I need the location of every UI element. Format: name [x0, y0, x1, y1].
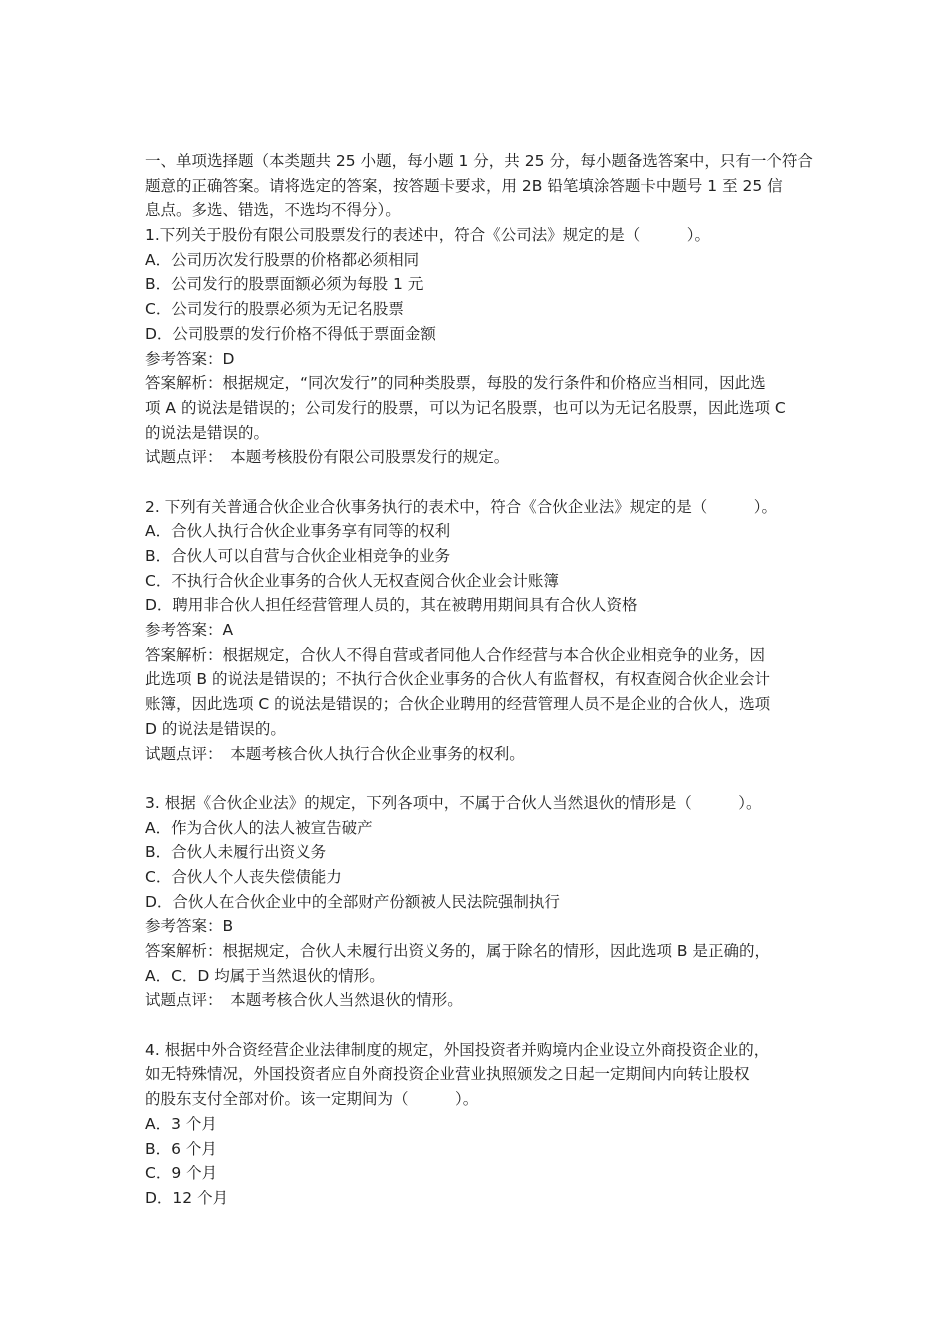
- option-d: D．聘用非合伙人担任经营管理人员的，其在被聘用期间具有合伙人资格: [145, 596, 638, 615]
- question-3: [145, 791, 815, 1013]
- answer-analysis: 答案解析：根据规定，合伙人不得自营或者同他人合作经营与本合伙企业相竞争的业务，因: [145, 645, 766, 664]
- question-4: [145, 1038, 815, 1211]
- option-d: D．12 个月: [145, 1188, 229, 1207]
- question-comment: 试题点评： 本题考核股份有限公司股票发行的规定。: [145, 448, 510, 467]
- question-stem: 3. 根据《合伙企业法》的规定，下列各项中，不属于合伙人当然退伙的情形是（ ）。: [145, 793, 762, 812]
- option-c: C．公司发行的股票必须为无记名股票: [145, 300, 404, 319]
- option-b: B．公司发行的股票面额必须为每股 1 元: [145, 275, 424, 294]
- answer-analysis: 答案解析：根据规定，合伙人未履行出资义务的，属于除名的情形，因此选项 B 是正确的，: [145, 942, 770, 960]
- spacer: [145, 766, 815, 791]
- answer-analysis: A．C．D 均属于当然退伙的情形。: [145, 966, 385, 985]
- answer-analysis: 的说法是错误的。: [145, 423, 270, 442]
- intro-line: 息点。多选、错选，不选均不得分）。: [145, 201, 401, 220]
- answer-analysis: 此选项 B 的说法是错误的；不执行合伙企业事务的合伙人有监督权，有权查阅合伙企业会计: [145, 670, 770, 689]
- option-b: B．合伙人未履行出资义务: [145, 843, 327, 862]
- spacer: [145, 470, 815, 495]
- question-comment: 试题点评： 本题考核合伙人当然退伙的情形。: [145, 991, 463, 1010]
- question-stem: 如无特殊情况，外国投资者应自外商投资企业营业执照颁发之日起一定期间内向转让股权: [145, 1065, 750, 1084]
- question-stem: 2. 下列有关普通合伙企业合伙事务执行的表术中，符合《合伙企业法》规定的是（ ）。: [145, 497, 777, 516]
- option-c: C．不执行合伙企业事务的合伙人无权查阅合伙企业会计账簿: [145, 571, 559, 590]
- question-2: [145, 495, 815, 767]
- spacer: [145, 1013, 815, 1038]
- option-a: A．公司历次发行股票的价格都必须相同: [145, 250, 420, 269]
- option-c: C．合伙人个人丧失偿债能力: [145, 867, 342, 886]
- section-intro: [145, 149, 815, 223]
- reference-answer: 参考答案：B: [145, 917, 234, 936]
- answer-analysis: 账簿，因此选项 C 的说法是错误的；合伙企业聘用的经营管理人员不是企业的合伙人，选项: [145, 695, 771, 714]
- intro-line: 题意的正确答案。请将选定的答案，按答题卡要求，用 2B 铅笔填涂答题卡中题号 1 至 25 信: [145, 176, 783, 195]
- answer-analysis: D 的说法是错误的。: [145, 719, 286, 738]
- question-stem: 的股东支付全部对价。该一定期间为（ ）。: [145, 1090, 479, 1109]
- option-a: A．3 个月: [145, 1114, 217, 1133]
- option-b: B．6 个月: [145, 1139, 217, 1158]
- option-a: A．合伙人执行合伙企业事务享有同等的权利: [145, 522, 451, 541]
- option-d: D．公司股票的发行价格不得低于票面金额: [145, 324, 436, 343]
- question-stem: 4. 根据中外合资经营企业法律制度的规定，外国投资者并购境内企业设立外商投资企业的，: [145, 1040, 770, 1059]
- question-1: [145, 223, 815, 470]
- reference-answer: 参考答案：D: [145, 349, 235, 368]
- option-d: D．合伙人在合伙企业中的全部财产份额被人民法院强制执行: [145, 892, 560, 911]
- intro-line: 一、单项选择题（本类题共 25 小题，每小题 1 分，共 25 分，每小题备选答案中，只有一个符合: [145, 152, 813, 170]
- question-stem: 1.下列关于股份有限公司股票发行的表述中，符合《公司法》规定的是（ ）。: [145, 226, 711, 245]
- reference-answer: 参考答案：A: [145, 621, 234, 640]
- document-body: [145, 149, 815, 1211]
- option-c: C．9 个月: [145, 1164, 218, 1183]
- answer-analysis: 项 A 的说法是错误的；公司发行的股票，可以为记名股票，也可以为无记名股票，因此选项 C: [145, 398, 786, 417]
- option-a: A．作为合伙人的法人被宣告破产: [145, 818, 373, 837]
- answer-analysis: 答案解析：根据规定，“同次发行”的同种类股票，每股的发行条件和价格应当相同，因此选: [145, 374, 766, 393]
- option-b: B．合伙人可以自营与合伙企业相竞争的业务: [145, 547, 451, 565]
- question-comment: 试题点评： 本题考核合伙人执行合伙企业事务的权利。: [145, 744, 525, 763]
